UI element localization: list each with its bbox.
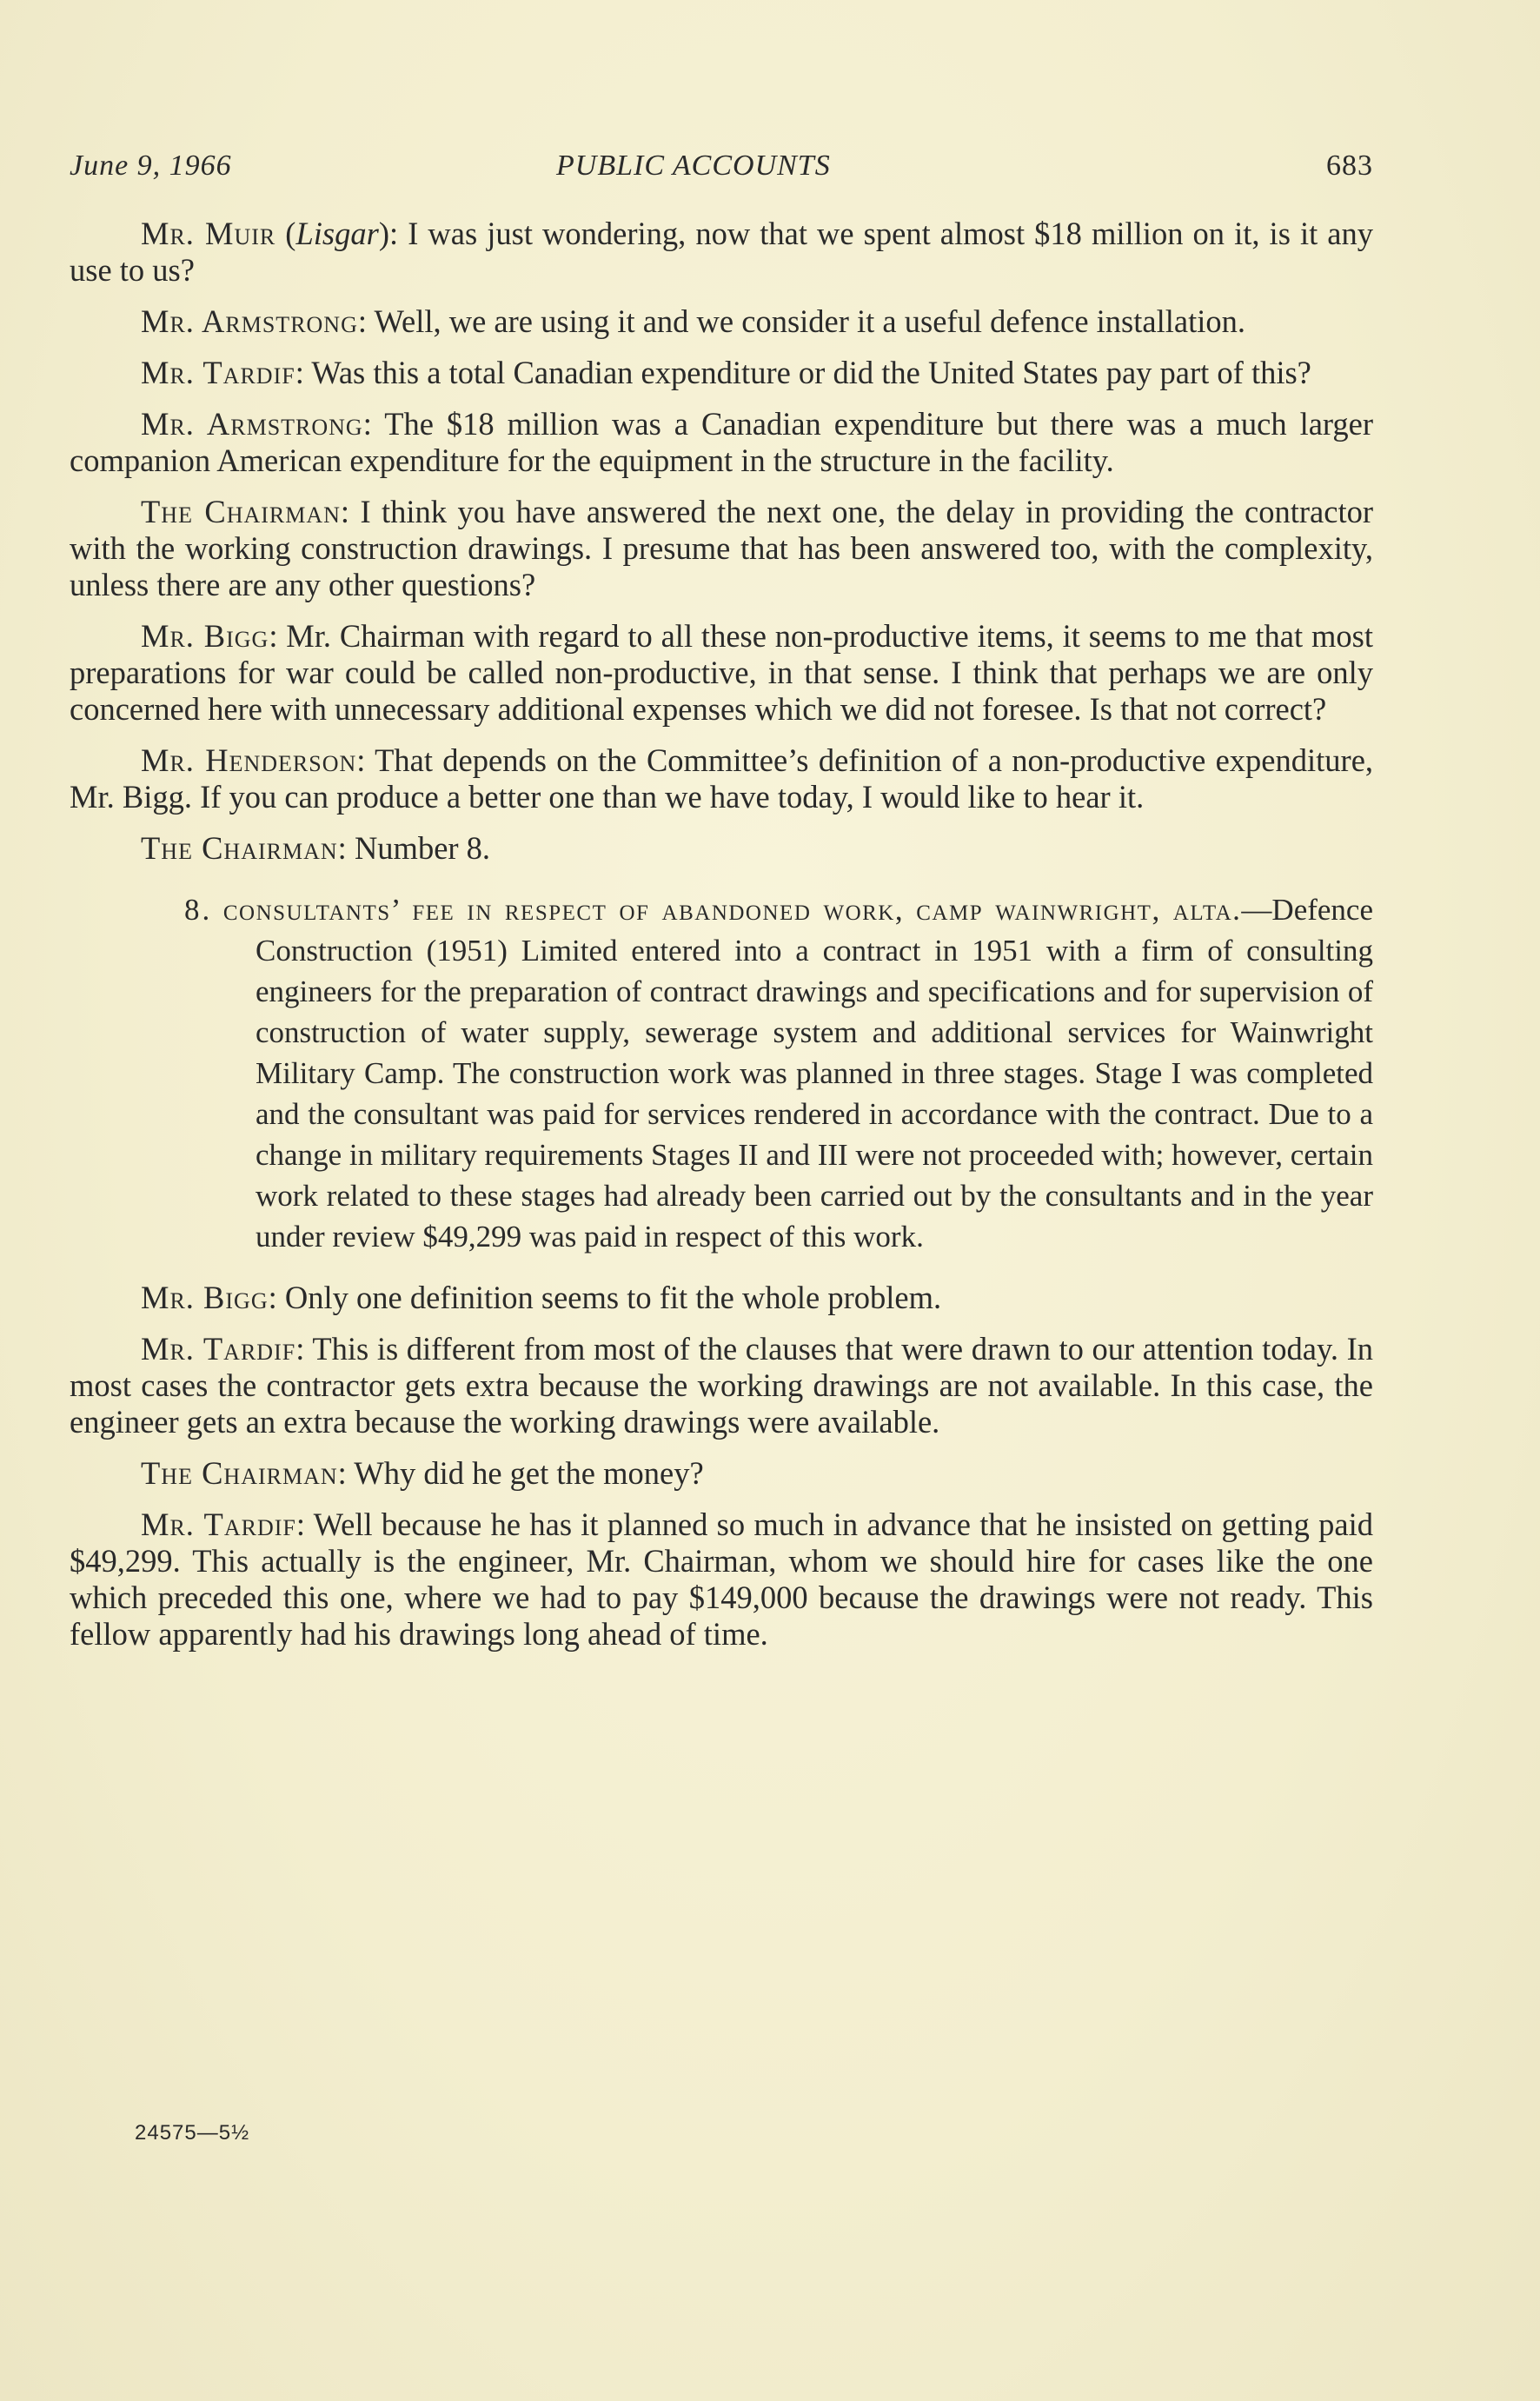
paragraph-text: That depends on the Committee’s definition of a non-productive expenditure, Mr. Bigg. If you can produce a better one than we have today, I would like to hear it. [70, 742, 1374, 815]
paragraph: The Chairman: Number 8. [141, 830, 491, 866]
paragraph-text: Well, we are using it and we consider it a useful defence installation. [374, 303, 1245, 339]
paragraph-text: Well because he has it planned so much in advance that he insisted on getting paid $49,299. This actually is the engineer, Mr. Chairman, whom we should hire for cases like the one which preceded this one, where we had to pay $149,000 because the drawings were not ready. This fellow apparently had his drawings long ahead of time. [70, 1506, 1373, 1652]
header-title: PUBLIC ACCOUNTS [556, 150, 831, 182]
paragraph-text: Only one definition seems to fit the whole problem. [284, 1280, 942, 1315]
item-text: —Defence Construction (1951) Limited entered into a contract in 1951 with a firm of consulting engineers for the preparation of contract drawings and specifications and for supervision of construction of water supply, sewerage system and additional services for Wainwright Military Camp. The construction work was planned in three stages. Stage I was completed and the consultant was paid for services rendered in accordance with the contract. Due to a change in military requirements Stages II and III were not proceeded with; however, certain work related to these stages had already been carried out by the consultants and in the year under review $49,299 was paid in respect of this work. [256, 893, 1373, 1254]
item-heading: consultants’ fee in respect of abandoned work, camp wainwright, alta. [222, 893, 1242, 927]
item-number: 8. [184, 893, 213, 927]
paragraph: The Chairman: Why did he get the money? [141, 1455, 704, 1491]
running-header [70, 150, 1373, 193]
paragraph-text: Number 8. [354, 830, 491, 866]
paragraph-text: Why did he get the money? [354, 1455, 704, 1491]
speaker: Mr. Armstrong [141, 406, 363, 442]
paragraph: The Chairman: I think you have answered the next one, the delay in providing the contractor with the working construction drawings. I presume that has been answered too, with the complexity, unless there are any other questions? [70, 494, 1373, 602]
paragraph: Mr. Tardif: Was this a total Canadian expenditure or did the United States pay part of this? [141, 355, 1311, 390]
printer-code: 24575—5½ [135, 2121, 250, 2145]
paragraph: Mr. Armstrong: Well, we are using it and we consider it a useful defence installation. [141, 303, 1245, 339]
document-body [70, 216, 1373, 1667]
speaker: Mr. Armstrong [141, 303, 358, 339]
speaker-riding: Lisgar [295, 216, 379, 251]
paragraph: Mr. Armstrong: The $18 million was a Canadian expenditure but there was a much larger companion American expenditure for the equipment in the structure in the facility. [70, 406, 1374, 478]
paragraph: Mr. Henderson: That depends on the Committee’s definition of a non-productive expenditure, Mr. Bigg. If you can produce a better one than we have today, I would like to hear it. [70, 742, 1374, 815]
paragraph-text: This is different from most of the clauses that were drawn to our attention today. In most cases the contractor gets extra because the working drawings are not available. In this case, the engineer gets an extra because the working drawings were available. [70, 1331, 1374, 1440]
speaker: Mr. Bigg [141, 1280, 269, 1315]
speaker: Mr. Bigg [141, 618, 269, 654]
speaker: Mr. Tardif [141, 355, 295, 390]
speaker: Mr. Tardif [141, 1506, 296, 1542]
paragraph: Mr. Tardif: This is different from most of the clauses that were drawn to our attention today. In most cases the contractor gets extra because the working drawings are not available. In this case, the engineer gets an extra because the working drawings were available. [70, 1331, 1374, 1440]
paragraph: Mr. Muir (Lisgar): I was just wondering, now that we spent almost $18 million on it, is it any use to us? [70, 216, 1374, 288]
paragraph-text: I think you have answered the next one, the delay in providing the contractor with the working construction drawings. I presume that has been answered too, with the complexity, unless there are any other questions? [70, 494, 1373, 602]
paragraph-text: The $18 million was a Canadian expenditure but there was a much larger companion American expenditure for the equipment in the structure in the facility. [70, 406, 1374, 478]
speaker: Mr. Tardif [141, 1331, 296, 1367]
header-date: June 9, 1966 [70, 150, 232, 182]
paragraph: Mr. Bigg: Only one definition seems to fit the whole problem. [141, 1280, 942, 1315]
speaker: The Chairman [141, 830, 338, 866]
speaker: The Chairman [141, 1455, 338, 1491]
paragraph-text: Was this a total Canadian expenditure or did the United States pay part of this? [311, 355, 1311, 390]
speaker: Mr. Henderson [141, 742, 357, 778]
speaker: Mr. Muir [141, 216, 276, 251]
audit-item [70, 889, 1373, 1257]
page-number: 683 [1326, 150, 1373, 182]
paragraph: Mr. Bigg: Mr. Chairman with regard to all these non-productive items, it seems to me that most preparations for war could be called non-productive, in that sense. I think that perhaps we are only concerned here with unnecessary additional expenses which we did not foresee. Is that not correct? [70, 618, 1373, 727]
speaker: The Chairman [141, 494, 341, 529]
paragraph: Mr. Tardif: Well because he has it planned so much in advance that he insisted on getting paid $49,299. This actually is the engineer, Mr. Chairman, whom we should hire for cases like the one which preceded this one, where we had to pay $149,000 because the drawings were not ready. This fellow apparently had his drawings long ahead of time. [70, 1506, 1373, 1652]
paragraph-text: Mr. Chairman with regard to all these non-productive items, it seems to me that most preparations for war could be called non-productive, in that sense. I think that perhaps we are only concerned here with unnecessary additional expenses which we did not foresee. Is that not correct? [70, 618, 1373, 727]
paragraph-text: I was just wondering, now that we spent almost $18 million on it, is it any use to us? [70, 216, 1374, 288]
